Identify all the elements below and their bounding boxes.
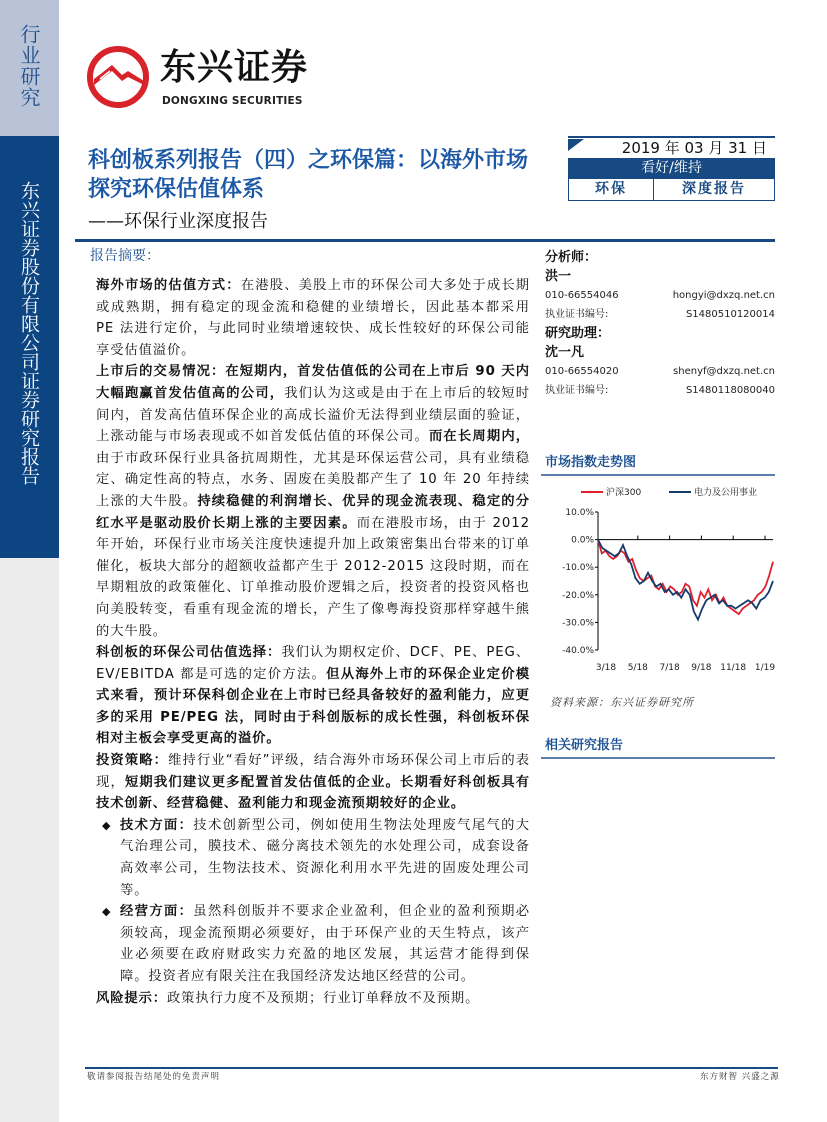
y-tick-label: 10.0% — [565, 508, 594, 518]
y-tick-label: -10.0% — [562, 563, 594, 574]
chart-source: 资料来源：东兴证券研究所 — [550, 696, 694, 709]
bold-text: 持续稳健的利润增长、优异的现金流表现、稳定的分红水平是驱动股价长期上涨的主要因素。 — [96, 493, 530, 531]
sidebar-category-text: 行业研究 — [17, 24, 41, 108]
sidebar-category — [0, 0, 59, 136]
y-tick-label: 0.0% — [571, 535, 594, 546]
analyst-label: 分析师： — [545, 250, 598, 265]
divider — [75, 239, 775, 242]
x-tick-label: 1/19 — [754, 663, 776, 673]
assistant-email[interactable]: shenyf@dxzq.net.cn — [673, 366, 775, 377]
bold-lead: 投资策略： — [96, 753, 169, 769]
industry-label: 环保 — [569, 179, 654, 200]
y-tick-label: -30.0% — [562, 618, 594, 629]
analyst-cert: S1480510120014 — [685, 309, 775, 320]
category-row — [568, 178, 775, 201]
x-tick-label: 7/18 — [659, 663, 680, 673]
sidebar-org-text: 东兴证券股份有限公司证券研究报告 — [18, 181, 40, 485]
assistant-name: 沈一凡 — [545, 345, 585, 360]
rating-badge: 看好/维持 — [568, 158, 775, 178]
diamond-bullet-icon: ◆ — [102, 905, 112, 919]
footer-slogan: 东方财智 兴盛之源 — [700, 1072, 780, 1082]
report-summary-body — [96, 275, 530, 1009]
text: 在港股、美股上市的环保公司大多处于成长期或成熟期，拥有稳定的现金流和稳健的业绩增长，因此基本都采用 PE 法进行定价，与此同时业绩增速较快、成长性较好的环保公司能享受估值溢价。 — [96, 278, 531, 358]
analyst-panel — [545, 248, 775, 400]
logo-text-cn: 东兴证券 — [160, 47, 309, 88]
text: 技术创新型公司，例如使用生物法处理废气尾气的大气治理公司，膜技术、磁分离技术领先的水处理公司，成套设备高效率公司，生物法技术、资源化利用水平先进的固废处理公司等。 — [120, 817, 530, 898]
legend-label: 沪深300 — [606, 488, 642, 498]
text: 由于市政环保行业具备抗周期性，尤其是环保运营公司，具有业绩稳定、确定性高的特点，水务、固废在美股都产生了 10 年 20 年持续上涨的大牛股。 — [96, 450, 530, 509]
report-info-box — [568, 136, 775, 202]
analyst-email[interactable]: hongyi@dxzq.net.cn — [672, 290, 775, 301]
y-tick-label: -40.0% — [562, 646, 594, 656]
bold-text: 但从海外上市的环保企业定价模式来看，预计环保科创企业在上市时已经具备较好的盈利能力，应更多的采用 PE/PEG 法，同时由于科创版标的成长性强，科创板环保相对主板会享受更高的溢价。 — [96, 666, 530, 747]
text: 我们认为这或是由于在上市后的较短时间内，首发高估值环保企业的高成长溢价无法得到业绩层面的验证，上涨动能与市场表现或不如首发低估值的环保公司。 — [96, 385, 530, 445]
report-subtitle: ——环保行业深度报告 — [88, 211, 268, 232]
bold-text: 短期我们建议更多配置首发估值低的企业。长期看好科创板具有技术创新、经营稳健、盈利能力和现金流预期较好的企业。 — [96, 774, 530, 812]
series-line-1 — [598, 540, 773, 620]
analyst-phone: 010-66554046 — [545, 290, 619, 301]
paragraph-star-market — [96, 642, 530, 750]
x-tick-label: 5/18 — [627, 663, 648, 673]
x-tick-label: 3/18 — [595, 663, 617, 673]
paragraph-valuation — [96, 275, 530, 361]
text: 虽然科创版并不要求企业盈利，但企业的盈利预期必须较高，现金流预期必须要好，由于环保产业的天生特点，该产业必须要在政府财政实力充盈的地区发展，其运营才能得到保障。投资者应有限关注在我国经济发达地区经营的公司。 — [120, 904, 530, 984]
sidebar-org — [0, 136, 59, 558]
corner-triangle-icon — [568, 139, 584, 151]
y-tick-label: -20.0% — [562, 590, 594, 601]
report-type-label: 深度报告 — [682, 181, 746, 197]
logo-text-en: DONGXING SECURITIES — [162, 95, 303, 107]
cert-label: 执业证书编号: — [545, 309, 609, 320]
text: 而在港股市场，由于 2012 年开始，环保行业市场关注度快速提升加上政策密集出台带来的订单催化，板块大部分的超额收益都产生于 2012-2015 这段时期，而在早期粗放的政策催化、订单推动股价逻辑之后，投资者的投资风格也向美股转变，看重有现金流的增长，产生了像粤海投资那样穿越牛熊的大牛股。 — [96, 515, 530, 639]
bold-lead: 科创板的环保公司估值选择： — [96, 645, 282, 661]
market-index-chart — [541, 480, 781, 690]
assistant-cert: S1480118080040 — [685, 385, 775, 396]
x-tick-label: 11/18 — [720, 663, 747, 673]
bold-lead: 上市后的交易情况：在短期内，首发估值低的公司在上市后 90 天内大幅跑赢首发估值高的公司， — [96, 364, 530, 401]
analyst-name: 洪一 — [545, 269, 572, 284]
text: 我们认为期权定价、DCF、PE、PEG、EV/EBITDA 都是可选的定价方法。 — [96, 645, 530, 682]
diamond-bullet-icon: ◆ — [102, 818, 112, 832]
bold-lead: 经营方面： — [120, 904, 194, 920]
paragraph-trading — [96, 361, 530, 642]
report-title: 科创板系列报告（四）之环保篇：以海外市场探究环保估值体系 — [88, 148, 529, 202]
divider — [541, 474, 775, 476]
sidebar-filler — [0, 558, 59, 1122]
bold-lead: 海外市场的估值方式： — [96, 278, 241, 293]
divider — [541, 757, 775, 759]
x-tick-label: 9/18 — [691, 663, 712, 673]
report-date: 2019 年 03 月 31 日 — [621, 139, 767, 157]
footer-divider — [85, 1067, 778, 1069]
cert-label: 执业证书编号: — [545, 385, 609, 396]
divider — [568, 136, 775, 138]
paragraph-strategy — [96, 750, 530, 815]
text: 维持行业“看好”评级，结合海外市场环保公司上市后的表现， — [96, 753, 530, 790]
dongxing-logo-icon — [86, 45, 150, 109]
bold-lead: 风险提示： — [96, 990, 167, 1006]
summary-heading: 报告摘要： — [90, 248, 160, 264]
bullet-item — [96, 815, 530, 901]
assistant-phone: 010-66554020 — [545, 366, 619, 377]
legend-label: 电力及公用事业 — [694, 488, 758, 498]
bold-lead: 技术方面： — [120, 817, 194, 833]
paragraph-risk — [96, 988, 530, 1010]
assistant-label: 研究助理： — [545, 326, 611, 341]
chart-title: 市场指数走势图 — [545, 455, 637, 470]
related-reports-heading: 相关研究报告 — [545, 738, 624, 753]
text: 政策执行力度不及预期；行业订单释放不及预期。 — [166, 990, 480, 1006]
bold-text: 而在长周期内， — [428, 429, 530, 445]
title-block — [88, 146, 543, 234]
footer-disclaimer: 敬请参阅报告结尾处的免责声明 — [87, 1072, 221, 1082]
bullet-item — [96, 901, 530, 987]
